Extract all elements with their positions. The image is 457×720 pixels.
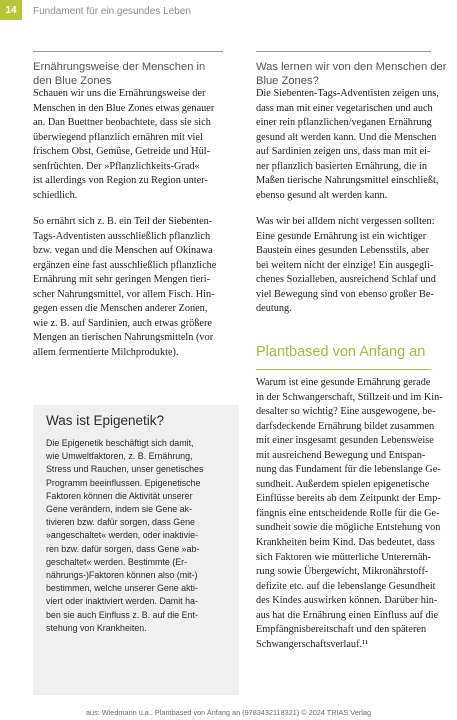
text-line: dass man mit einer vegetarischen und auch — [256, 102, 433, 114]
text-line: »angeschaltet« werden, oder inaktivie- — [46, 530, 198, 541]
text-line: tivieren bzw. dafür sorgen, dass Gene — [46, 517, 195, 528]
text-line: fängnis eine entscheidende Rolle für die Ge- — [256, 507, 440, 519]
text-line: gegen essen die Menschen anderer Zonen, — [33, 303, 208, 315]
text-line: Was wir bei alldem nicht vergessen sollten: — [256, 216, 435, 227]
text-line: Schwangerschaftsverlauf.¹¹ — [256, 638, 369, 650]
text-line: Maßen tierische Nahrungsmittel einschließt, — [256, 175, 439, 187]
text-line: bei weitem nicht der einzige! Ein ausgegli- — [256, 259, 434, 271]
text-line: defizite etc. auf die lebenslange Gesundheit — [256, 580, 436, 592]
left-paragraph-2 — [33, 215, 216, 360]
text-line: chenes Sozialleben, ausreichend Schlaf und — [256, 274, 436, 286]
text-line: wie Umweltfaktoren, z. B. Ernährung, — [46, 451, 193, 462]
right-title-line: Blue Zones? — [256, 75, 319, 87]
text-line: schiedlich. — [33, 189, 78, 201]
text-line: einer rein pflanzlichen/veganen Ernährung — [256, 117, 432, 129]
text-line: mit ausreichend Bewegung und Entspan- — [256, 449, 426, 461]
epigenetics-infobox — [33, 405, 239, 695]
text-line: sundheit. Außerdem spielen epigenetische — [256, 478, 430, 490]
infobox-text — [46, 437, 203, 635]
text-line: Die Epigenetik beschäftigt sich damit, — [46, 438, 194, 448]
text-line: ren bzw. dafür sorgen, dass Gene »ab- — [46, 543, 200, 554]
text-line: stehung von Krankheiten. — [46, 622, 147, 633]
text-line: Empfängnisbereitschaft und den späteren — [256, 624, 427, 636]
right-title-rule — [256, 51, 431, 52]
text-line: Mengen an tierischen Nahrungsmitteln (vor — [33, 332, 214, 344]
text-line: viel Bewegung sind von ebenso großer Be- — [256, 288, 434, 300]
text-line: ben sie auch Einfluss z. B. auf die Ent- — [46, 609, 198, 620]
text-line: Menschen in den Blue Zones etwas genauer — [33, 102, 215, 114]
text-line: Stress und Rauchen, unser genetisches — [46, 464, 204, 475]
text-line: des Kindes auswirken können. Darüber hin- — [256, 595, 438, 607]
plantbased-heading: Plantbased von Anfang an — [256, 344, 426, 360]
text-line: wie z. B. auf Sardinien, auch etwas größere — [33, 317, 212, 329]
text-line: Faktoren können die Aktivität unserer — [46, 490, 193, 501]
text-line: allem fermentierte Milchprodukte). — [33, 346, 179, 358]
text-line: Warum ist eine gesunde Ernährung gerade — [256, 377, 431, 388]
text-line: rung sowie Übergewicht, Mikronährstoff- — [256, 566, 429, 578]
text-line: Eine gesunde Ernährung ist ein wichtiger — [256, 230, 427, 242]
infobox-title: Was ist Epigenetik? — [46, 413, 165, 428]
text-line: sich Faktoren wie mütterliche Unterernäh- — [256, 551, 431, 563]
text-line: Ernährung mit sehr geringen Mengen tieri- — [33, 274, 210, 286]
page-number: 14 — [0, 0, 22, 20]
text-line: bzw. vegan und die Menschen auf Okinawa — [33, 245, 213, 257]
text-line: So ernährt sich z. B. ein Teil der Siebenten- — [33, 216, 213, 227]
text-line: sundheit sowie die mögliche Entstehung von — [256, 522, 441, 534]
text-line: viert oder inaktiviert werden. Damit ha- — [46, 596, 198, 607]
right-paragraph-3 — [256, 376, 443, 652]
text-line: nährungs-)Faktoren können also (mit-) — [46, 570, 198, 581]
text-line: deutung. — [256, 303, 292, 315]
text-line: Tags-Adventisten ausschließlich pflanzlich — [33, 230, 211, 242]
text-line: desalter so wichtig? Eine ausgewogene, be- — [256, 406, 436, 418]
text-line: in der Schwangerschaft, Stillzeit und im Kin- — [256, 391, 443, 403]
text-line: Krankheiten beim Kind. Das bedeutet, dass — [256, 537, 435, 549]
text-line: ist allerdings von Region zu Region unter- — [33, 175, 208, 187]
plantbased-heading-rule — [256, 369, 431, 370]
left-title-rule — [33, 51, 223, 52]
text-line: Schauen wir uns die Ernährungsweise der — [33, 88, 206, 99]
page-header — [0, 0, 457, 20]
text-line: scher Nahrungsmittel, vor allem Fisch. Hin- — [33, 288, 215, 300]
text-line: darfsdeckende Ernährung bildet zusammen — [256, 420, 435, 432]
running-head: Fundament für ein gesundes Leben — [33, 6, 191, 17]
right-title-line: Was lernen wir von den Menschen der — [256, 61, 447, 73]
text-line: Die Siebenten-Tags-Adventisten zeigen uns, — [256, 88, 439, 99]
text-line: Baustein eines gesunden Lebensstils, aber — [256, 245, 430, 257]
text-line: ergänzen eine fast ausschließlich pflanzliche — [33, 259, 217, 271]
left-paragraph-1 — [33, 87, 214, 203]
text-line: ebenso gesund alt werden kann. — [256, 189, 388, 201]
text-line: bestimmen, welche unserer Gene akti- — [46, 583, 198, 594]
right-paragraph-2 — [256, 215, 436, 317]
left-section-title — [33, 60, 205, 88]
left-title-line: Ernährungsweise der Menschen in — [33, 61, 206, 73]
text-line: überwiegend pflanzlich ernähren mit viel — [33, 131, 203, 143]
footer-source: aus: Wiedmann u.a., Plantbased von Anfang an (9783432118321) © 2024 TRIAS Verlag — [85, 708, 372, 717]
text-line: Einflüsse bereits ab dem Zeitpunkt der Emp- — [256, 493, 441, 505]
text-line: frischem Obst, Gemüse, Getreide und Hül- — [33, 146, 211, 158]
text-line: aus hat die Ernährung einen Einfluss auf die — [256, 609, 439, 621]
right-section-title — [256, 60, 447, 88]
text-line: gesund alt werden kann. Und die Menschen — [256, 131, 437, 143]
right-paragraph-1 — [256, 87, 439, 203]
text-line: Gene verändern, indem sie Gene ak- — [46, 504, 193, 515]
text-line: ner pflanzlich basierten Ernährung, die in — [256, 160, 427, 172]
text-line: geschaltet« werden. Bestimmte (Er- — [46, 556, 188, 567]
text-line: nung das Fundament für die lebenslange Ge- — [256, 464, 441, 476]
text-line: Programm beeinflussen. Epigenetische — [46, 477, 201, 488]
text-line: an. Dan Buettner beobachtete, dass sie sich — [33, 117, 211, 129]
text-line: senfrüchten. Der »Pflanzlichkeits-Grad« — [33, 160, 200, 172]
text-line: auf Sardinien zeigen uns, dass man mit ei- — [256, 146, 431, 158]
text-line: mit einer insgesamt gesunden Lebensweise — [256, 435, 434, 447]
left-title-line: den Blue Zones — [33, 75, 112, 87]
